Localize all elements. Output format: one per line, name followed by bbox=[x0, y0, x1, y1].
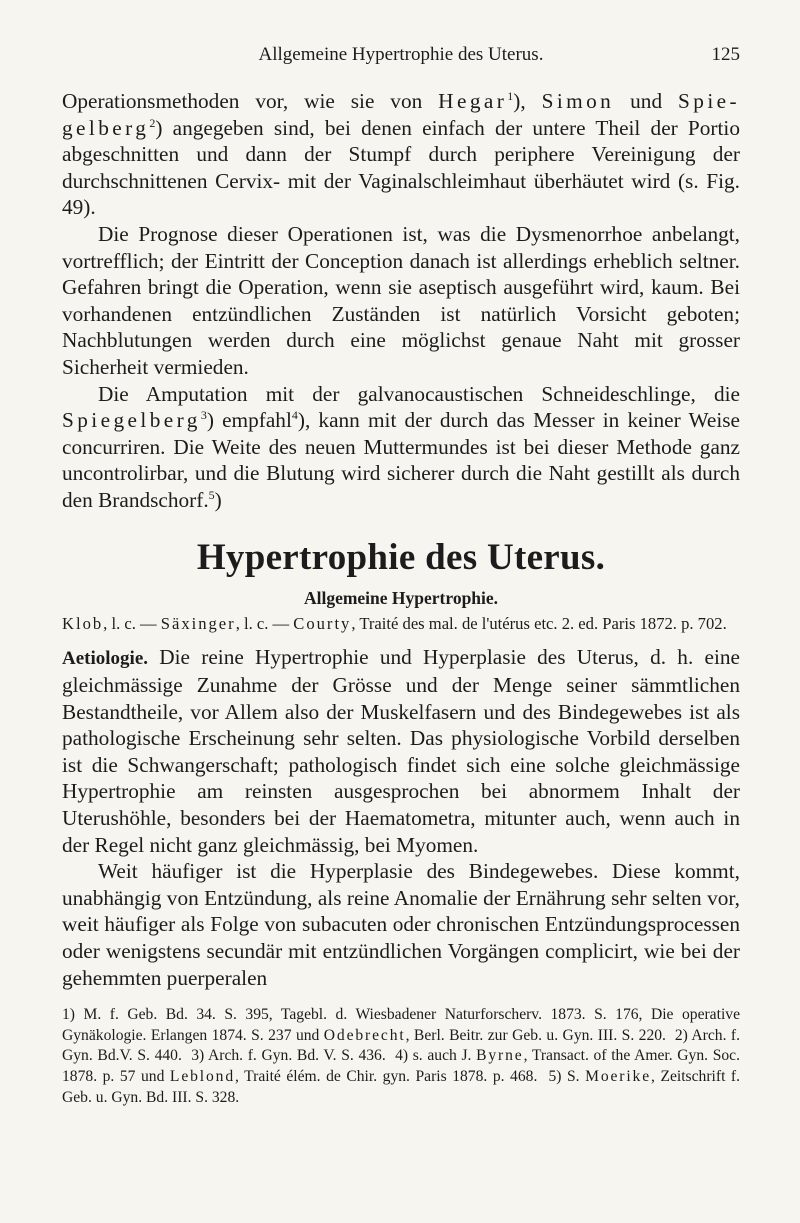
author-name: Courty bbox=[293, 613, 352, 633]
author-name: Spie-gelberg bbox=[62, 89, 741, 140]
running-title: Allgemeine Hypertrophie des Uterus. bbox=[258, 44, 544, 65]
text-run: ) empfahl bbox=[206, 408, 292, 433]
text-run: , Traité élém. de Chir. gyn. Paris 1878. p. 468. bbox=[235, 1068, 538, 1085]
text-run: , Zeitschrift f. Geb. u. Gyn. Bd. III. S. 328. bbox=[62, 1068, 741, 1106]
footnote-ref[interactable]: 2 bbox=[149, 115, 156, 130]
author-name: Moerike bbox=[585, 1068, 652, 1085]
text-run: ) angegeben sind, bei denen einfach der untere Theil der Portio abgeschnitten und dann der Stumpf durch periphere Vereinigung der durchschnittenen Cervix- mit der Vaginalschleimhaut überhäutet wird (s. Fig. 49). bbox=[62, 115, 740, 220]
paragraph-hyperplasia: Weit häufiger ist die Hyperplasie des Bindegewebes. Diese kommt, unabhängig von Entzündung, als reine Anomalie der Ernährung sehr selten vor, weit häufiger als Folge von subacuten oder chronischen Entzündungsprocessen oder wenigstens secundär mit entzündlichen Vorgängen complicirt, wie bei der gehemmten puerperalen bbox=[62, 859, 740, 990]
text-run: und bbox=[614, 89, 679, 113]
book-page bbox=[62, 44, 740, 1108]
body-text-section bbox=[62, 644, 740, 992]
text-run: Die reine Hypertrophie und Hyperplasie des Uterus, d. h. eine gleichmässige Zunahme der Grösse und der Menge seiner sämmtlichen Bestandtheile, vor Allem also der Muskelfasern und des Bindegewebes ist als pathologische Erscheinung sehr selten. Das physiologische Vorbild derselben ist die Schwangerschaft; pathologisch findet sich eine solche gleichmässige Hypertrophie am reinsten ausgesprochen bei abnormem Inhalt der Uterushöhle, besonders bei der Haematometra, mitunter auch, wenn auch in der Regel nicht ganz gleichmässig, bei Myomen. bbox=[62, 644, 740, 857]
author-name: Klob bbox=[62, 613, 104, 633]
text-run: ), bbox=[513, 89, 542, 113]
footnote-ref[interactable]: 4 bbox=[291, 408, 298, 423]
paragraph-aetiology bbox=[62, 644, 740, 859]
footnote-ref[interactable]: 3 bbox=[200, 408, 207, 423]
author-name: Hegar bbox=[438, 89, 508, 113]
footnote-3: 3) Arch. f. Gyn. Bd. V. S. 436. bbox=[191, 1047, 386, 1065]
text-run: ) bbox=[214, 487, 222, 512]
author-name: Simon bbox=[541, 89, 615, 113]
text-run: , l. c. — bbox=[235, 613, 294, 633]
text-run: ), kann mit der durch das Messer in keiner Weise concurriren. Die Weite des neuen Muttermundes ist bei dieser Methode ganz uncontrolirbar, und die Blutung wird sicherer durch die Naht gestillt als durch den Brandschorf. bbox=[62, 408, 740, 512]
text-run: , Berl. Beitr. zur Geb. u. Gyn. III. S. 220. bbox=[405, 1026, 666, 1044]
literature-references bbox=[62, 614, 740, 634]
footnote-ref[interactable]: 5 bbox=[208, 487, 215, 502]
text-run: Die Amputation mit der galvanocaustischen Schneideschlinge, die bbox=[98, 381, 740, 406]
subsection-heading: Allgemeine Hypertrophie. bbox=[303, 587, 499, 608]
footnote-1: 1) M. f. Geb. Bd. 34. S. 395, Tagebl. d. Wiesbadener Naturforscherv. 1873. S. 176, Die operative Gynäkologie. Erlangen 1874. S. 237 und bbox=[62, 1006, 740, 1044]
text-run: , Transact. of the Amer. Gyn. Soc. 1878. p. 57 und bbox=[62, 1047, 740, 1085]
author-name: Odebrecht bbox=[323, 1026, 406, 1044]
footnotes bbox=[62, 1005, 740, 1108]
body-text bbox=[62, 88, 740, 514]
author-name: Leblond bbox=[169, 1068, 235, 1085]
author-name: Säxinger bbox=[160, 613, 236, 633]
paragraph-amputation bbox=[62, 381, 740, 514]
text-run: , l. c. — bbox=[103, 613, 161, 633]
running-header bbox=[62, 44, 740, 74]
footnote-4: 4) s. auch J. bbox=[395, 1047, 477, 1065]
paragraph-operation-methods bbox=[62, 88, 740, 221]
footnote-5: 5) S. bbox=[548, 1068, 586, 1085]
page-number: 125 bbox=[711, 44, 740, 65]
footnote-2: 2) Arch. f. Gyn. Bd.V. S. 440. bbox=[62, 1026, 741, 1065]
text-run: , Traité des mal. de l'utérus etc. 2. ed. Paris 1872. p. 702. bbox=[351, 613, 727, 633]
footnote-ref[interactable]: 1 bbox=[507, 89, 514, 103]
author-name: Spiegelberg bbox=[62, 408, 201, 433]
author-name: Byrne bbox=[476, 1047, 524, 1065]
section-heading: Hypertrophie des Uterus. bbox=[196, 536, 606, 578]
paragraph-label: Aetiologie. bbox=[62, 647, 149, 669]
paragraph-prognosis: Die Prognose dieser Operationen ist, was die Dysmenorrhoe anbelangt, vortrefflich; der Eintritt der Conception danach ist allerdings erheblich seltner. Gefahren bringt die Operation, wenn sie aseptisch ausgeführt wird, kaum. Bei vorhandenen entzündlichen Zuständen ist natürlich Vorsicht geboten; Nachblutungen werden durch eine möglichst genaue Naht mit grosser Sicherheit vermieden. bbox=[62, 221, 740, 379]
text-run: Operationsmethoden vor, wie sie von bbox=[62, 89, 439, 113]
